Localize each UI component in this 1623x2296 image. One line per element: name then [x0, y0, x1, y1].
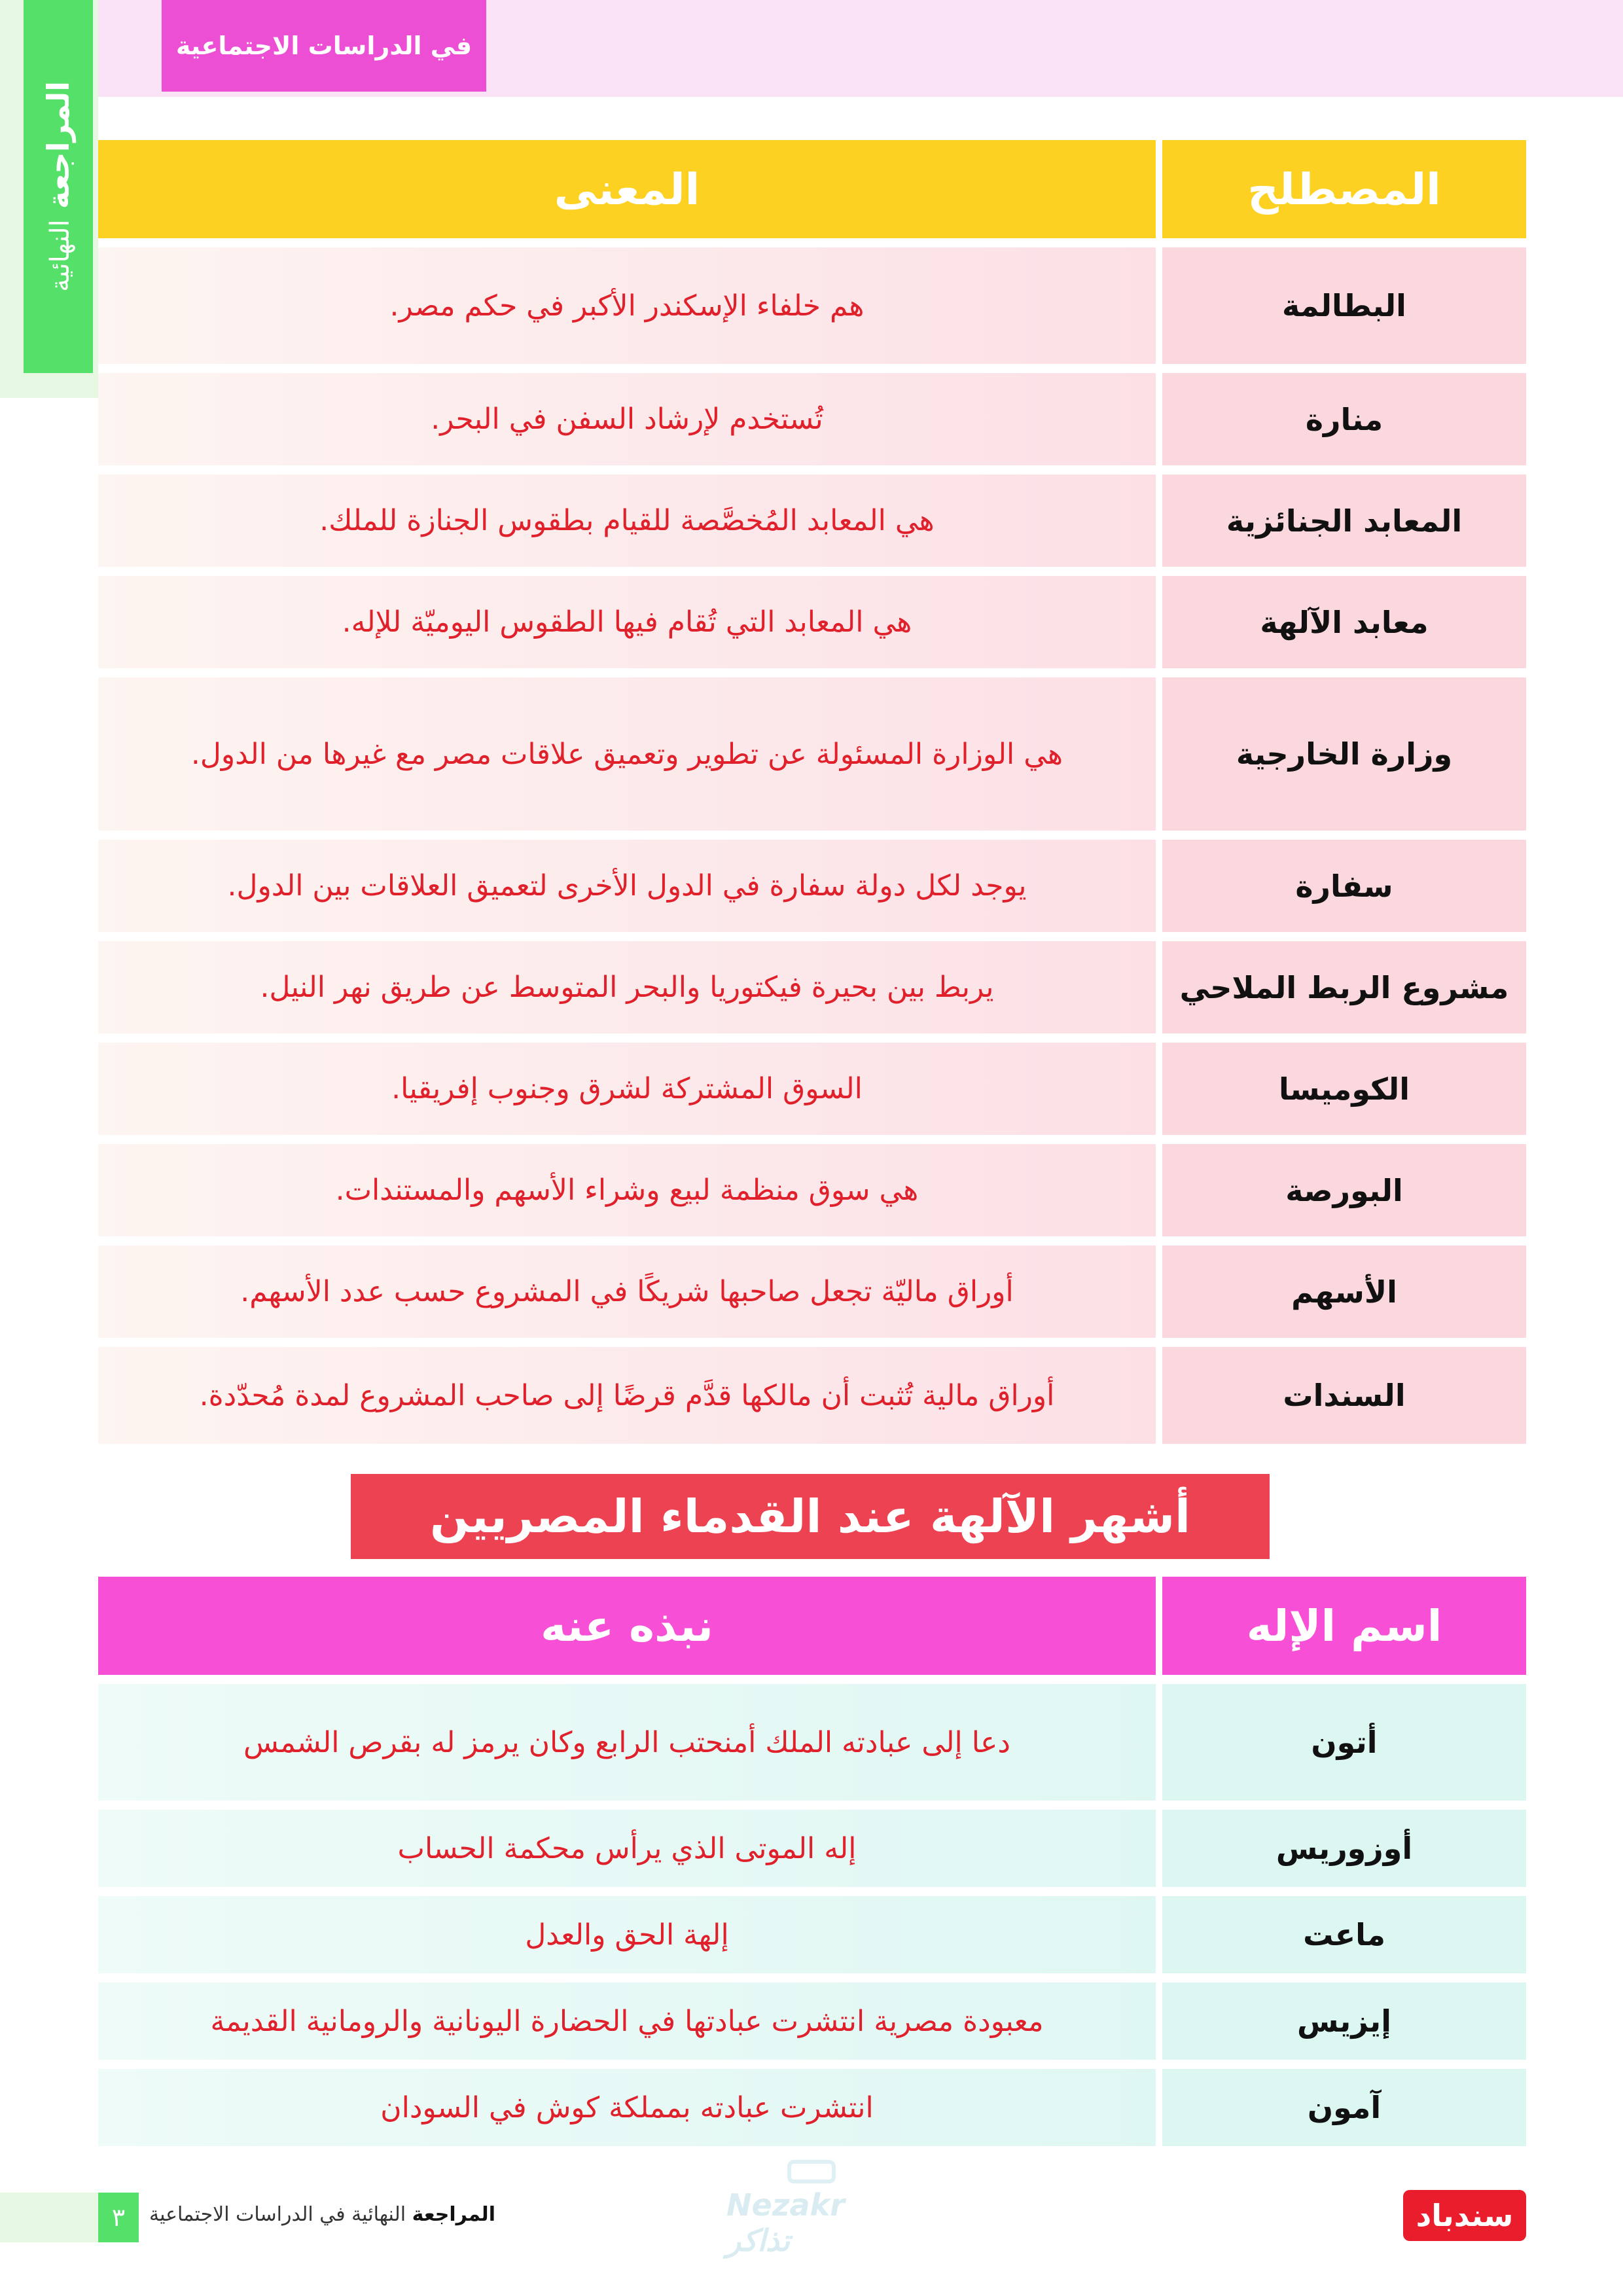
table-row — [98, 373, 1526, 465]
watermark — [726, 2160, 897, 2258]
table-row — [98, 941, 1526, 1033]
god-about: دعا إلى عبادته الملك أمنحتب الرابع وكان يرمز له بقرص الشمس — [98, 1684, 1156, 1801]
gods-header-row — [98, 1577, 1526, 1675]
term-meaning: يربط بين بحيرة فيكتوريا والبحر المتوسط عن طريق نهر النيل. — [98, 941, 1156, 1033]
footer-title-bold: المراجعة — [412, 2203, 495, 2226]
term-meaning: السوق المشتركة لشرق وجنوب إفريقيا. — [98, 1043, 1156, 1135]
term-meaning: يوجد لكل دولة سفارة في الدول الأخرى لتعميق العلاقات بين الدول. — [98, 840, 1156, 932]
god-name: أوزوريس — [1162, 1810, 1526, 1887]
table-row — [98, 576, 1526, 668]
term-name: مشروع الربط الملاحي — [1162, 941, 1526, 1033]
header-term: المصطلح — [1162, 140, 1526, 238]
term-meaning: هي المعابد المُخصَّصة للقيام بطقوس الجنازة للملك. — [98, 475, 1156, 567]
term-name: الأسهم — [1162, 1246, 1526, 1338]
table-row — [98, 475, 1526, 567]
subject-tab: في الدراسات الاجتماعية — [162, 0, 486, 92]
table-row — [98, 1246, 1526, 1338]
terms-table — [98, 131, 1526, 1453]
term-meaning: هي سوق منظمة لبيع وشراء الأسهم والمستندات. — [98, 1144, 1156, 1236]
side-banner-text — [41, 81, 76, 292]
table-row — [98, 1043, 1526, 1135]
god-about: إلهة الحق والعدل — [98, 1896, 1156, 1973]
term-name: سفارة — [1162, 840, 1526, 932]
gods-table — [98, 1568, 1526, 2155]
table-row — [98, 1982, 1526, 2060]
table-row — [98, 1347, 1526, 1444]
watermark-icon — [787, 2160, 836, 2183]
term-meaning: أوراق ماليّة تجعل صاحبها شريكًا في المشروع حسب عدد الأسهم. — [98, 1246, 1156, 1338]
footer-title — [149, 2203, 495, 2226]
term-meaning: هي الوزارة المسئولة عن تطوير وتعميق علاقات مصر مع غيرها من الدول. — [98, 677, 1156, 831]
god-name: إيزيس — [1162, 1982, 1526, 2060]
term-meaning: هم خلفاء الإسكندر الأكبر في حكم مصر. — [98, 247, 1156, 364]
term-name: البطالمة — [1162, 247, 1526, 364]
gods-section-title: أشهر الآلهة عند القدماء المصريين — [351, 1474, 1270, 1559]
term-name: السندات — [1162, 1347, 1526, 1444]
god-about: معبودة مصرية انتشرت عبادتها في الحضارة اليونانية والرومانية القديمة — [98, 1982, 1156, 2060]
side-banner-bold: المراجعة — [41, 81, 76, 209]
header-about: نبذه عنه — [98, 1577, 1156, 1675]
table-row — [98, 1684, 1526, 1801]
god-name: آمون — [1162, 2069, 1526, 2146]
terms-header-row — [98, 140, 1526, 238]
header-meaning: المعنى — [98, 140, 1156, 238]
footer-strip — [0, 2193, 98, 2242]
term-meaning: هي المعابد التي تُقام فيها الطقوس اليوميّة للإله. — [98, 576, 1156, 668]
publisher-logo: سندباد — [1403, 2190, 1526, 2241]
god-name: ماعت — [1162, 1896, 1526, 1973]
table-row — [98, 247, 1526, 364]
term-name: البورصة — [1162, 1144, 1526, 1236]
god-about: انتشرت عبادته بمملكة كوش في السودان — [98, 2069, 1156, 2146]
term-name: وزارة الخارجية — [1162, 677, 1526, 831]
term-meaning: تُستخدم لإرشاد السفن في البحر. — [98, 373, 1156, 465]
god-name: أتون — [1162, 1684, 1526, 1801]
page-number: ٣ — [98, 2193, 139, 2242]
term-name: منارة — [1162, 373, 1526, 465]
table-row — [98, 677, 1526, 831]
table-row — [98, 1810, 1526, 1887]
god-about: إله الموتى الذي يرأس محكمة الحساب — [98, 1810, 1156, 1887]
table-row — [98, 1144, 1526, 1236]
term-name: معابد الآلهة — [1162, 576, 1526, 668]
term-name: المعابد الجنائزية — [1162, 475, 1526, 567]
watermark-text: Nezakr تذاكر — [726, 2187, 845, 2258]
side-banner-light: النهائية — [45, 219, 75, 292]
term-name: الكوميسا — [1162, 1043, 1526, 1135]
footer-title-rest: النهائية في الدراسات الاجتماعية — [149, 2203, 406, 2226]
table-row — [98, 2069, 1526, 2146]
header-god-name: اسم الإله — [1162, 1577, 1526, 1675]
term-meaning: أوراق مالية تُثبت أن مالكها قدَّم قرضًا إلى صاحب المشروع لمدة مُحدّدة. — [98, 1347, 1156, 1444]
table-row — [98, 840, 1526, 932]
table-row — [98, 1896, 1526, 1973]
